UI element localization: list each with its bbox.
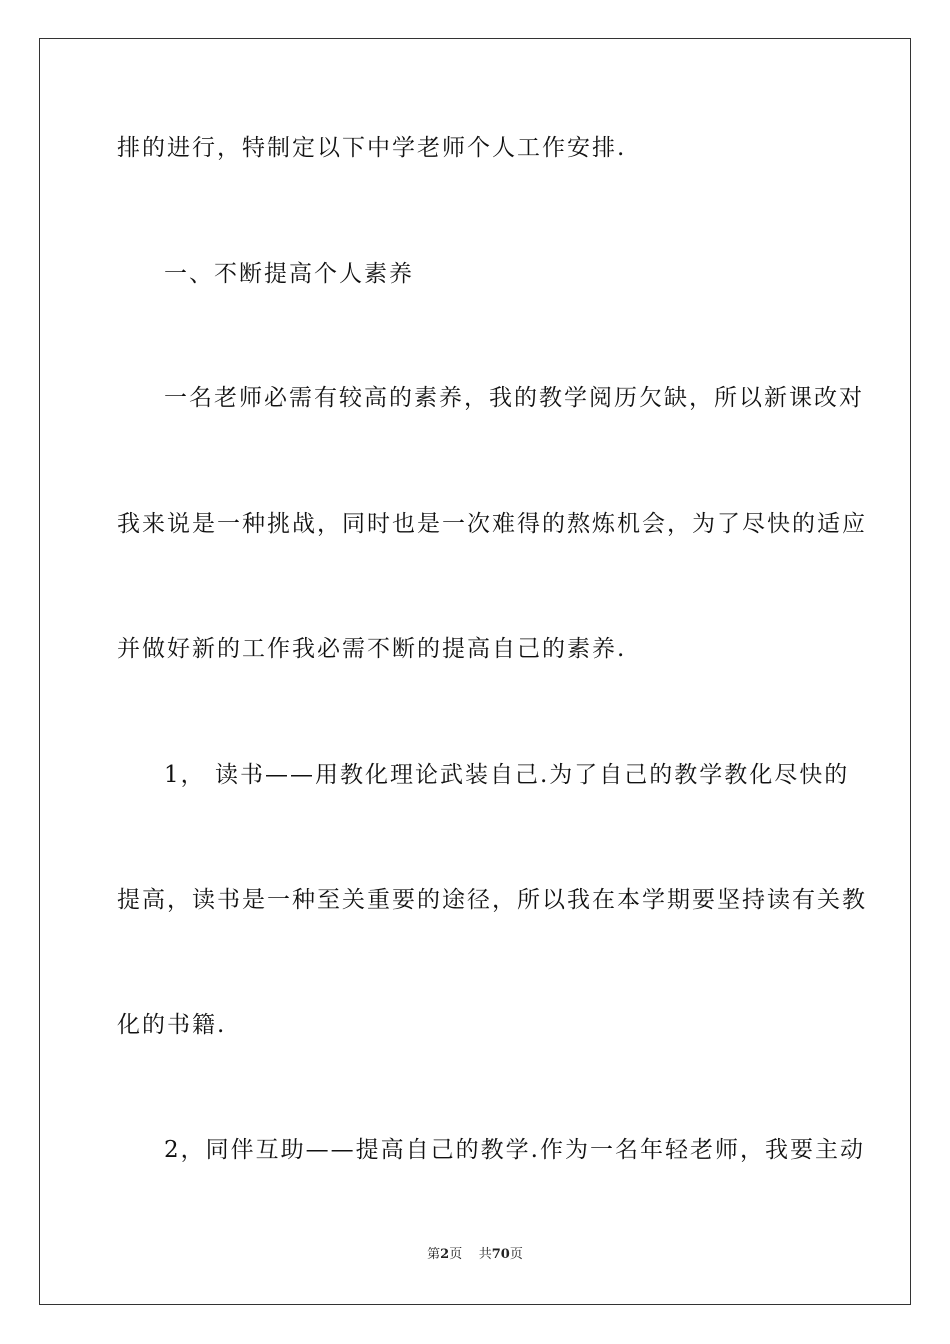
footer-total-pages: 70 xyxy=(491,1247,510,1262)
text-line-7: 提高，读书是一种至关重要的途径，所以我在本学期要坚持读有关教 xyxy=(117,887,867,913)
text-line-5: 并做好新的工作我必需不断的提高自己的素养. xyxy=(117,636,627,662)
footer-page-unit: 页 xyxy=(449,1247,463,1262)
text-line-6: 1， 读书——用教化理论武装自己.为了自己的教学教化尽快的 xyxy=(164,762,850,788)
text-line-4: 我来说是一种挑战，同时也是一次难得的熬炼机会，为了尽快的适应 xyxy=(117,511,867,537)
text-line-3: 一名老师必需有较高的素养，我的教学阅历欠缺，所以新课改对 xyxy=(164,385,864,411)
page-border xyxy=(39,38,911,1305)
footer-page-prefix: 第 xyxy=(427,1247,441,1262)
footer-total-prefix: 共 xyxy=(478,1247,492,1262)
footer-total-unit: 页 xyxy=(509,1247,523,1262)
text-line-8: 化的书籍. xyxy=(117,1012,227,1038)
text-line-9: 2，同伴互助——提高自己的教学.作为一名年轻老师，我要主动 xyxy=(164,1137,865,1163)
text-line-1: 排的进行，特制定以下中学老师个人工作安排. xyxy=(117,135,627,161)
footer-page-number: 2 xyxy=(440,1247,450,1262)
page-footer xyxy=(0,1243,950,1262)
section-heading: 一、不断提高个人素养 xyxy=(164,261,414,287)
